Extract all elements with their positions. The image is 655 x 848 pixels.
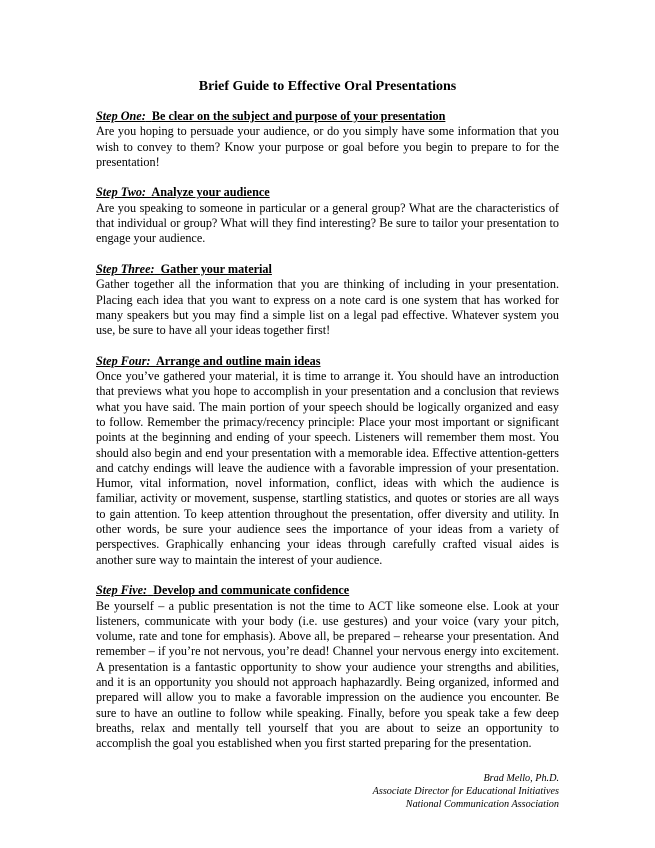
section-heading	[96, 354, 559, 369]
section-step-one	[96, 109, 559, 170]
author-signature-block	[373, 772, 559, 811]
section-body: Are you hoping to persuade your audience, or do you simply have some information that you wish to convey to them? Know your purpose or goal before you begin to prepare to for the presentation!	[96, 124, 559, 169]
section-heading	[96, 185, 559, 200]
step-label: Step One:	[96, 109, 146, 123]
section-body: Are you speaking to someone in particular or a general group? What are the characteristics of that individual or group? What will they find interesting? Be sure to tailor your presentation to engage your audience.	[96, 200, 559, 246]
document-title: Brief Guide to Effective Oral Presentations	[198, 79, 457, 94]
section-body: Once you’ve gathered your material, it is time to arrange it. You should have an introduction that previews what you hope to accomplish in your presentation and a conclusion that reviews what you have said. The main portion of your speech should be logically organized and easy to follow. Remember the primacy/recency principle: Place your most important or significant points at the beginning and ending of your speech. Listeners will remember them most. You should also begin and end your presentation with a memorable idea. Effective attention-getters and catchy endings will leave the audience with a favorable impression of your presentation. Humor, vital information, novel information, conflict, ideas with which the audience is familiar, activity or movement, suspense, startling statistics, and quotes or stories are all ways to gain attention. To keep attention throughout the presentation, offer diversity and utility. In other words, be sure your audience sees the importance of your ideas from a variety of perspectives. Graphically enhancing your ideas through carefully crafted visual aides is another sure way to maintain the interest of your audience.	[96, 369, 559, 567]
step-label: Step Five:	[96, 583, 148, 598]
section-step-two	[96, 185, 559, 246]
heading-text: Analyze your audience	[151, 185, 270, 200]
section-body: Gather together all the information that you are thinking of including in your presentation. Placing each idea that you want to express on a note card is one system that has worked for many speakers but you may find a simple list on a legal pad effective. Whatever system you use, be sure to have all your ideas together first!	[96, 277, 559, 338]
step-label: Step Two:	[96, 185, 146, 200]
step-label: Step Four:	[96, 353, 151, 368]
heading-text: Arrange and outline main ideas	[155, 353, 321, 368]
section-heading	[96, 109, 559, 124]
section-body: Be yourself – a public presentation is not the time to ACT like someone else. Look at your listeners, communicate with your body (i.e. use gestures) and your voice (vary your pitch, volume, rate and tone for emphasis). Above all, be prepared – rehearse your presentation. And remember – if you’re not nervous, you’re dead! Channel your nervous energy into excitement. A presentation is a fantastic opportunity to show your audience your strengths and abilities, and it is an opportunity you should not approach haphazardly. Being organized, informed and prepared will allow you to make a favorable impression on the audience you encounter. Be sure to have an outline to follow while speaking. Finally, before you speak take a few deep breaths, relax and mentally tell yourself that you are about to seize an opportunity to accomplish the goal you established when you first started preparing for the presentation.	[96, 598, 559, 751]
section-heading	[96, 583, 559, 598]
section-step-three	[96, 262, 559, 338]
document-body	[96, 109, 559, 767]
author-position: Associate Director for Educational Initiatives	[372, 786, 559, 797]
author-name: Brad Mello, Ph.D.	[483, 773, 559, 784]
section-step-five	[96, 583, 559, 751]
section-step-four	[96, 354, 559, 568]
step-label: Step Three:	[96, 261, 155, 276]
heading-text: Develop and communicate confidence	[153, 583, 350, 598]
author-organization: National Communication Association	[405, 799, 559, 810]
heading-text: Be clear on the subject and purpose of your presentation	[151, 109, 446, 123]
heading-text: Gather your material	[160, 261, 272, 276]
section-heading	[96, 262, 559, 277]
